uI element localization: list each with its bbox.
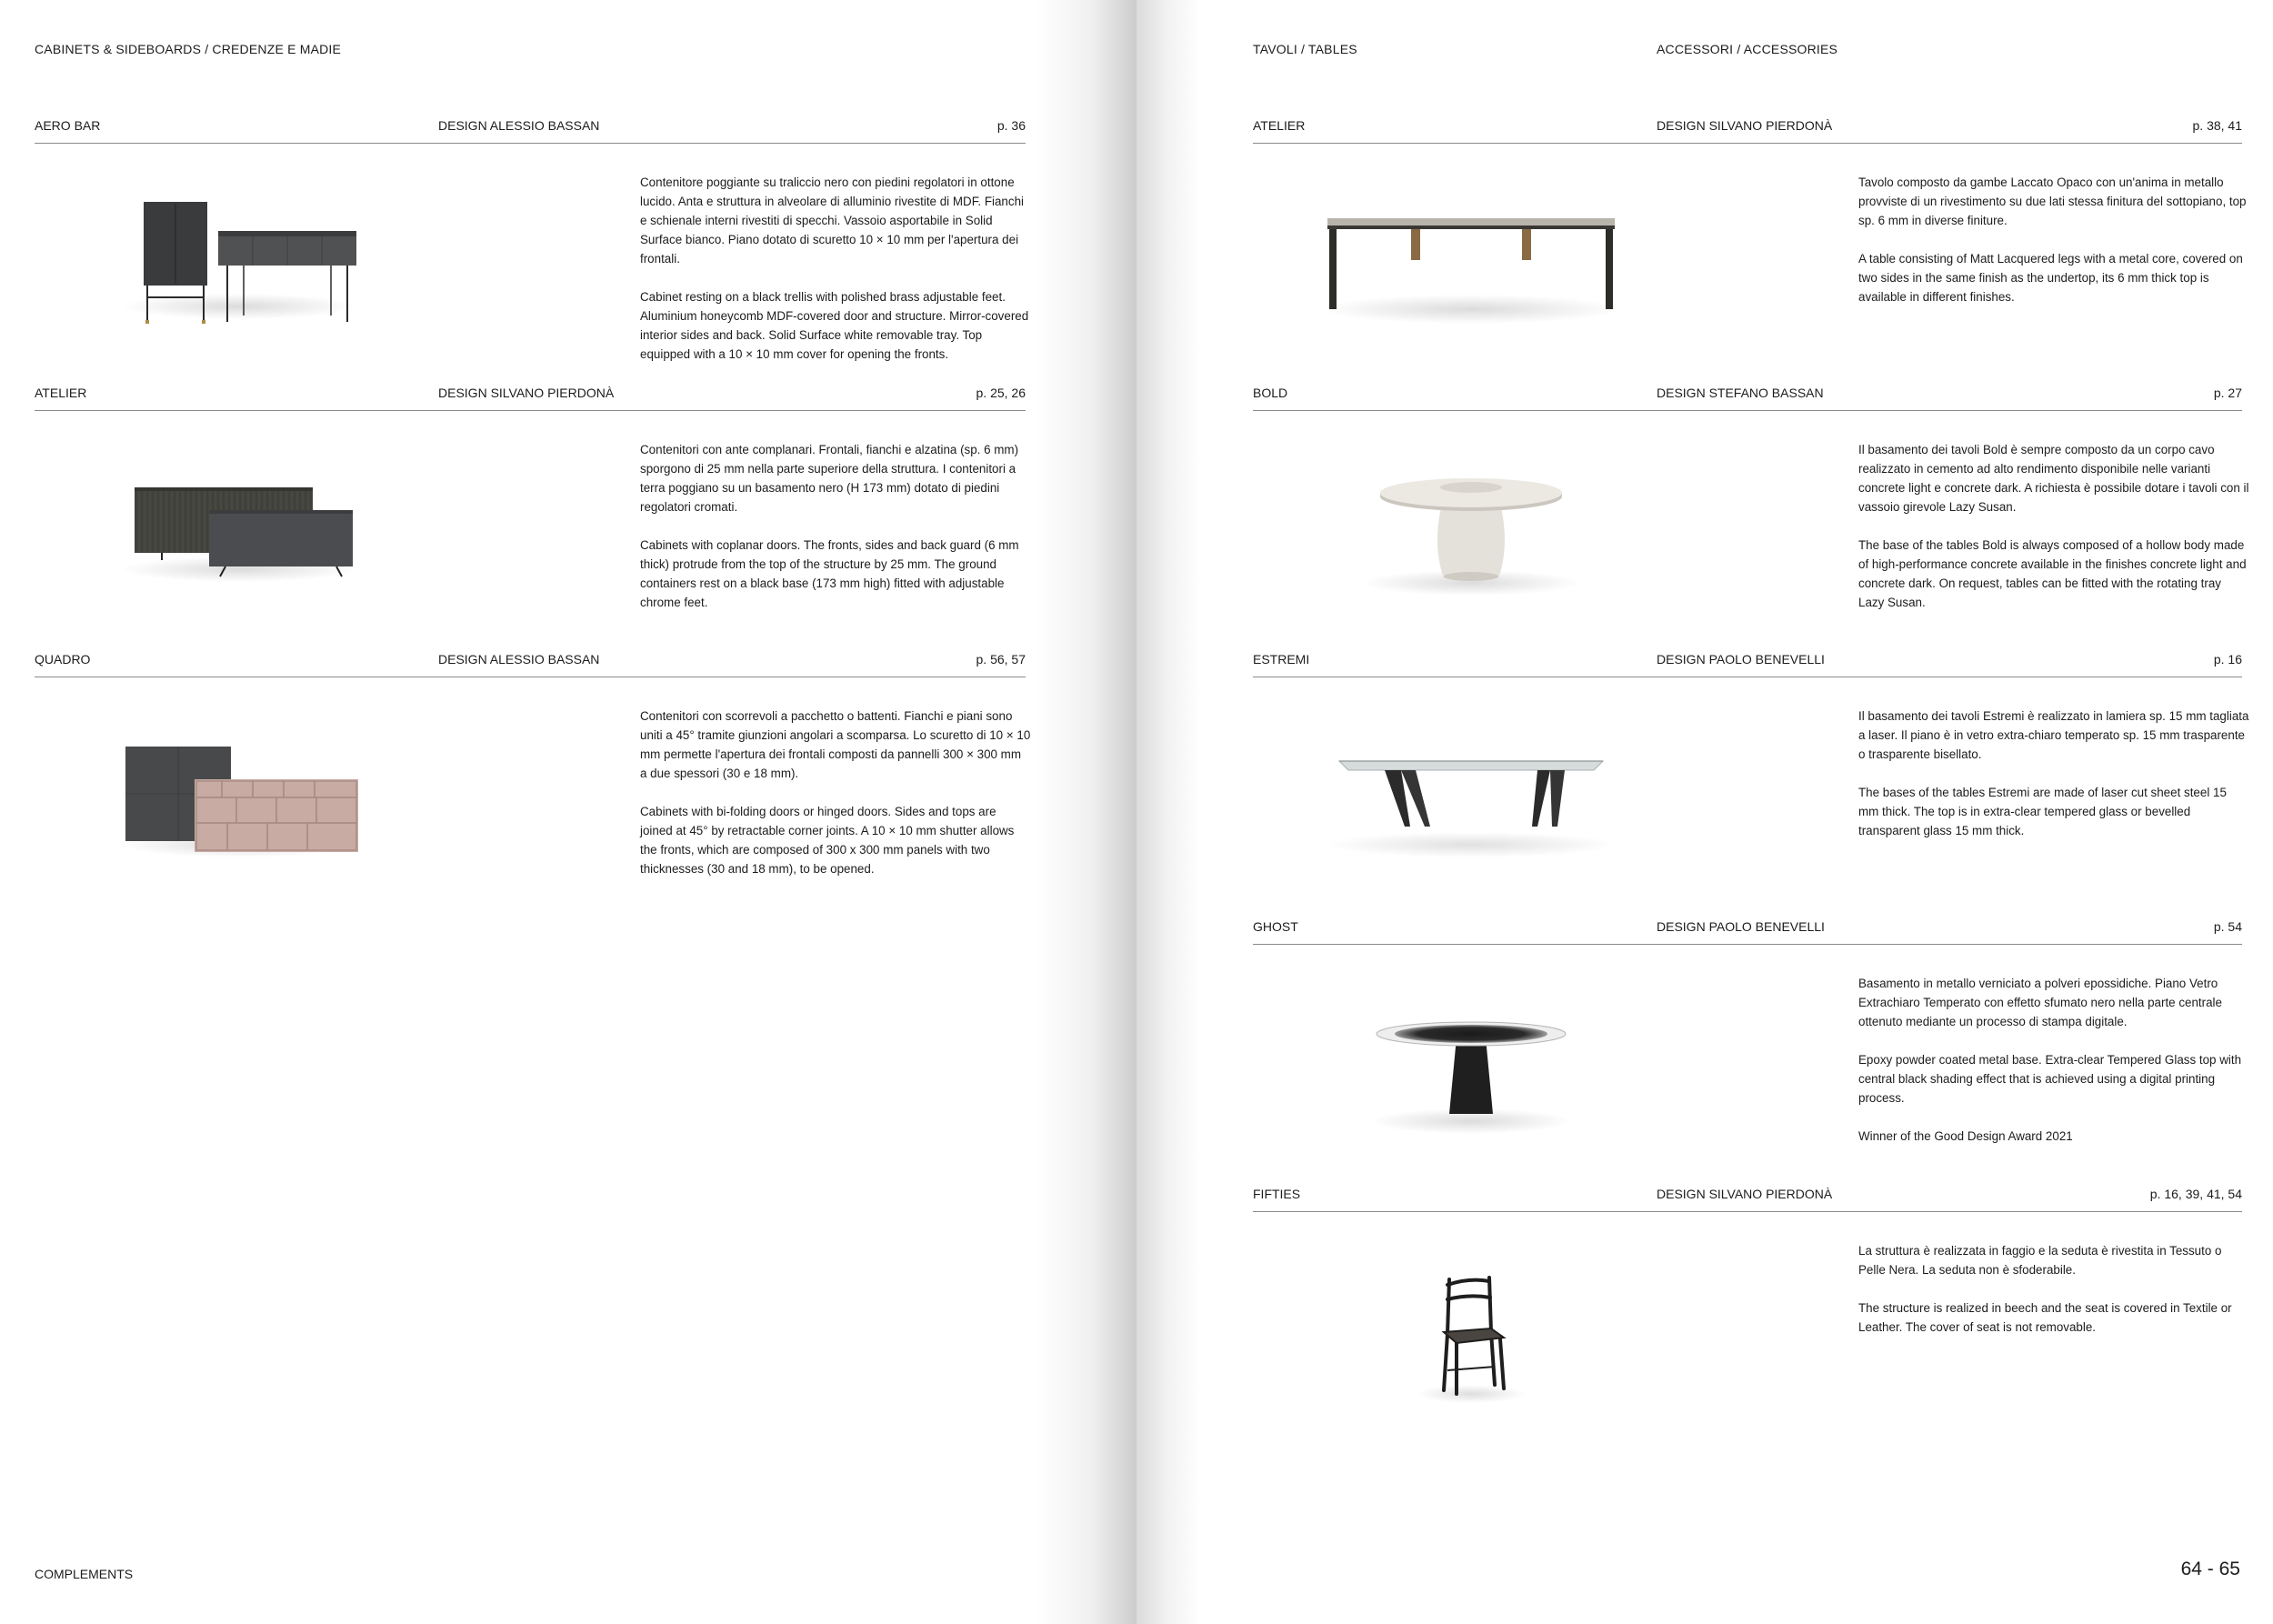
product-name: BOLD bbox=[1253, 386, 1288, 400]
product-designer: DESIGN SILVANO PIERDONÀ bbox=[1657, 118, 1833, 133]
entry-header bbox=[35, 386, 1026, 404]
gutter-shadow bbox=[1036, 0, 1136, 1624]
description-english: The bases of the tables Estremi are made of laser cut sheet steel 15 mm thick. The top is in extra-clear tempered glass or bevelled transparent glass 15 mm thick. bbox=[1858, 786, 2227, 837]
bold-table-image bbox=[1344, 424, 1598, 615]
description-italian: Basamento in metallo verniciato a polveri epossidiche. Piano Vetro Extrachiaro Temperato con effetto sfumato nero nella parte centrale ottenuto mediante un processo di stampa digitale. bbox=[1858, 977, 2222, 1028]
entry-header bbox=[1253, 652, 2242, 670]
fifties-chair-image bbox=[1389, 1225, 1553, 1416]
entry-header bbox=[1253, 118, 2242, 136]
description-english: A table consisting of Matt Lacquered legs with a metal core, covered on two sides in the same finish as the undertop, its 6 mm thick top is available in different finishes. bbox=[1858, 252, 2243, 304]
product-entry-atelier-cabinets bbox=[35, 386, 1026, 640]
description-italian: Contenitori con ante complanari. Frontali, fianchi e alzatina (sp. 6 mm) sporgono di 25 mm nella parte superiore della struttura. I contenitori a terra poggiano su un basamento nero (H 173 mm) dotato di piedini regolatori cromati. bbox=[640, 443, 1019, 514]
quadro-cabinets-image bbox=[107, 690, 371, 881]
product-entry-quadro bbox=[35, 652, 1031, 907]
right-page bbox=[1136, 0, 2273, 1624]
product-name: ESTREMI bbox=[1253, 652, 1310, 667]
footer-label: COMPLEMENTS bbox=[35, 1567, 134, 1581]
product-description bbox=[1858, 707, 2249, 859]
page-number: 64 - 65 bbox=[2180, 1559, 2240, 1579]
product-name: AERO BAR bbox=[35, 118, 101, 133]
product-page-ref: p. 36 bbox=[996, 118, 1026, 133]
product-description bbox=[640, 707, 1031, 897]
product-designer: DESIGN SILVANO PIERDONÀ bbox=[1657, 1187, 1833, 1201]
section-label-tables: TAVOLI / TABLES bbox=[1253, 42, 1357, 56]
product-page-ref: p. 25, 26 bbox=[976, 386, 1026, 400]
product-name: ATELIER bbox=[35, 386, 87, 400]
description-english: Epoxy powder coated metal base. Extra-clear Tempered Glass top with central black shading effect that is achieved using a digital printing process. bbox=[1858, 1053, 2242, 1105]
product-description bbox=[1858, 974, 2249, 1165]
atelier-table-image bbox=[1317, 156, 1626, 347]
entry-header bbox=[35, 118, 1026, 136]
product-description bbox=[1858, 173, 2249, 326]
product-page-ref: p. 54 bbox=[2213, 919, 2242, 934]
description-italian: Tavolo composto da gambe Laccato Opaco con un'anima in metallo provviste di un rivestimento su due lati stessa finitura del sottopiano, top sp. 6 mm in diverse finiture. bbox=[1858, 175, 2247, 227]
product-designer: DESIGN PAOLO BENEVELLI bbox=[1657, 652, 1825, 667]
divider-rule bbox=[1253, 944, 2242, 945]
product-name: GHOST bbox=[1253, 919, 1298, 934]
product-designer: DESIGN ALESSIO BASSAN bbox=[438, 652, 600, 667]
product-entry-ghost bbox=[1253, 919, 2242, 1174]
atelier-sideboards-image bbox=[107, 424, 371, 615]
product-entry-estremi bbox=[1253, 652, 2249, 907]
product-page-ref: p. 16 bbox=[2213, 652, 2242, 667]
description-english: The base of the tables Bold is always composed of a hollow body made of high-performance concrete available in the finishes concrete light and concrete dark. On request, tables can be fitted with the rotating tray Lazy Susan. bbox=[1858, 538, 2247, 609]
product-description bbox=[1858, 440, 2249, 631]
gutter-shadow bbox=[1136, 0, 1200, 1624]
description-italian: Contenitore poggiante su traliccio nero con piedini regolatori in ottone lucido. Anta e struttura in alveolare di alluminio rivestite di MDF. Fianchi e schienale interni rivestiti di specchi. Vassoio asportabile in Solid Surface bianco. Piano dotato di scuretto 10 × 10 mm per l'apertura dei frontali. bbox=[640, 175, 1024, 266]
divider-rule bbox=[1253, 1211, 2242, 1212]
ghost-table-image bbox=[1344, 957, 1598, 1148]
section-label-accessories: ACCESSORI / ACCESSORIES bbox=[1657, 42, 1838, 56]
product-entry-aero-bar bbox=[35, 118, 1029, 373]
product-name: FIFTIES bbox=[1253, 1187, 1301, 1201]
description-english: Cabinets with coplanar doors. The fronts, sides and back guard (6 mm thick) protrude from the top of the structure by 25 mm. The ground containers rest on a black base (173 mm high) fitted with adjustable chrome feet. bbox=[640, 538, 1019, 609]
product-page-ref: p. 27 bbox=[2213, 386, 2242, 400]
product-designer: DESIGN STEFANO BASSAN bbox=[1657, 386, 1824, 400]
product-entry-atelier-table bbox=[1253, 118, 2247, 373]
product-designer: DESIGN ALESSIO BASSAN bbox=[438, 118, 600, 133]
section-label-cabinets: CABINETS & SIDEBOARDS / CREDENZE E MADIE bbox=[35, 42, 342, 56]
product-designer: DESIGN PAOLO BENEVELLI bbox=[1657, 919, 1825, 934]
product-name: QUADRO bbox=[35, 652, 91, 667]
divider-rule bbox=[35, 143, 1026, 144]
estremi-table-image bbox=[1321, 690, 1621, 881]
description-english: Cabinets with bi-folding doors or hinged doors. Sides and tops are joined at 45° by retractable corner joints. A 10 × 10 mm shutter allows the fronts, which are composed of 300 x 300 mm panels with two thicknesses (30 and 18 mm), to be opened. bbox=[640, 805, 1015, 876]
product-description bbox=[1858, 1241, 2249, 1356]
left-page bbox=[0, 0, 1136, 1624]
product-entry-fifties bbox=[1253, 1187, 2242, 1441]
divider-rule bbox=[35, 410, 1026, 411]
entry-header bbox=[35, 652, 1026, 670]
description-english: The structure is realized in beech and the seat is covered in Textile or Leather. The cover of seat is not removable. bbox=[1858, 1301, 2232, 1334]
description-italian: Il basamento dei tavoli Estremi è realizzato in lamiera sp. 15 mm tagliata a laser. Il piano è in vetro extra-chiaro temperato sp. 15 mm trasparente o trasparente bisellato. bbox=[1858, 709, 2249, 761]
entry-header bbox=[1253, 919, 2242, 937]
product-page-ref: p. 38, 41 bbox=[2192, 118, 2242, 133]
product-description bbox=[640, 173, 1031, 383]
product-entry-bold bbox=[1253, 386, 2249, 640]
product-page-ref: p. 16, 39, 41, 54 bbox=[2149, 1187, 2242, 1201]
description-italian: Contenitori con scorrevoli a pacchetto o battenti. Fianchi e piani sono uniti a 45° tramite giunzioni angolari a scomparsa. Lo scuretto di 10 × 10 mm permette l'apertura dei frontali composti da pannelli 300 × 300 mm a due spessori (30 e 18 mm). bbox=[640, 709, 1031, 780]
divider-rule bbox=[1253, 410, 2242, 411]
product-page-ref: p. 56, 57 bbox=[976, 652, 1026, 667]
divider-rule bbox=[1253, 143, 2242, 144]
product-description bbox=[640, 440, 1031, 631]
product-designer: DESIGN SILVANO PIERDONÀ bbox=[438, 386, 615, 400]
entry-header bbox=[1253, 1187, 2242, 1205]
aero-bar-cabinets-image bbox=[107, 156, 371, 347]
description-italian: Il basamento dei tavoli Bold è sempre composto da un corpo cavo realizzato in cemento ad alto rendimento disponibile nelle varianti concrete light e concrete dark. A richiesta è possibile dotare i tavoli con il vassoio girevole Lazy Susan. bbox=[1858, 443, 2249, 514]
description-italian: La struttura è realizzata in faggio e la seduta è rivestita in Tessuto o Pelle Nera. La seduta non è sfoderabile. bbox=[1858, 1244, 2222, 1277]
award-note: Winner of the Good Design Award 2021 bbox=[1858, 1129, 2073, 1143]
product-name: ATELIER bbox=[1253, 118, 1306, 133]
entry-header bbox=[1253, 386, 2242, 404]
description-english: Cabinet resting on a black trellis with polished brass adjustable feet. Aluminium honeycomb MDF-covered door and structure. Mirror-covered interior sides and back. Solid Surface white removable tray. Top equipped with a 10 × 10 mm cover for opening the fronts. bbox=[640, 290, 1029, 361]
